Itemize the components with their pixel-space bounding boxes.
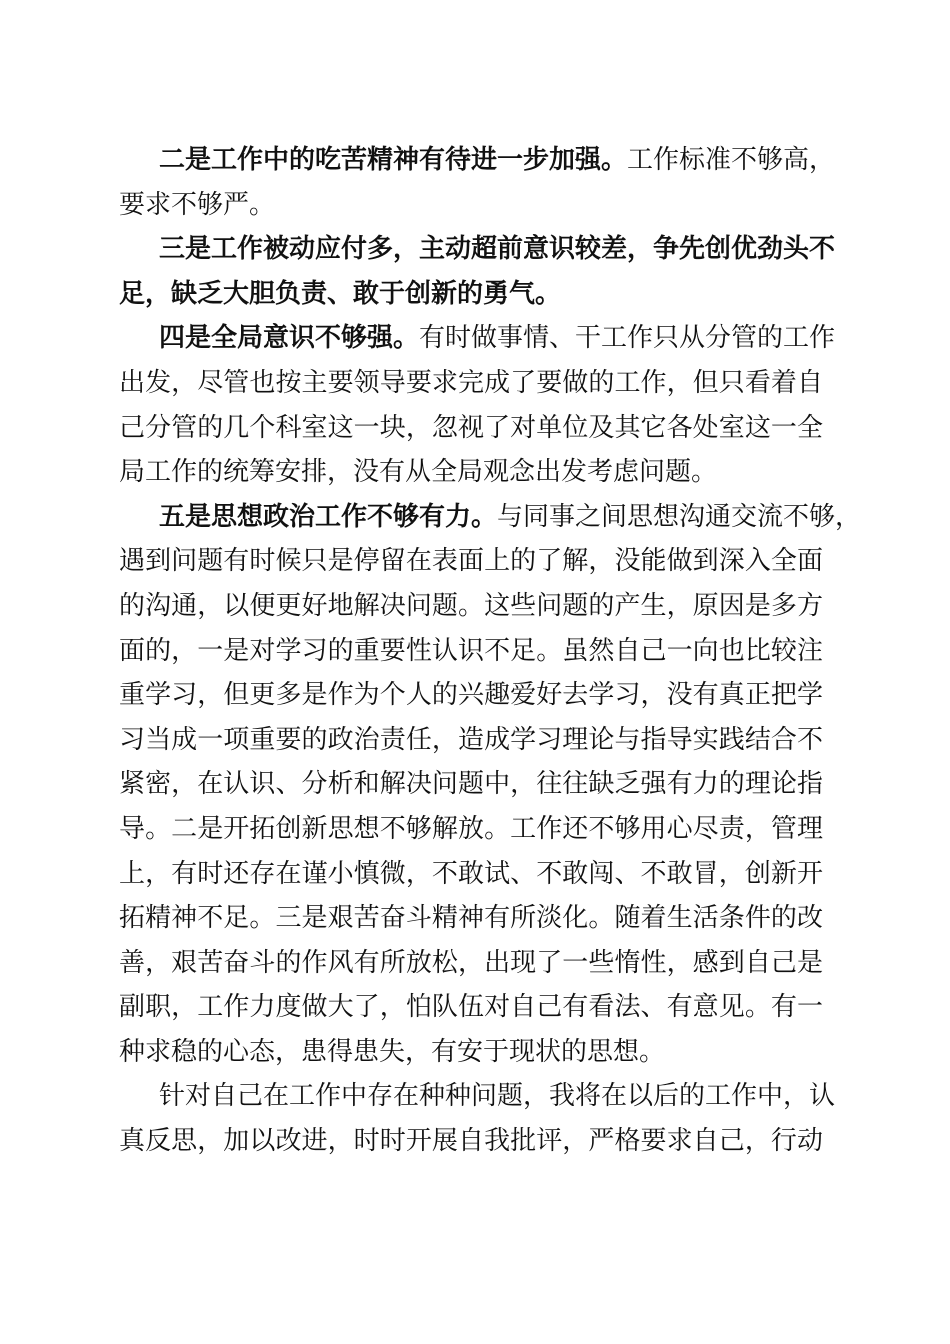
body-text: 紧密，在认识、分析和解决问题中，往往缺乏强有力的理论指: [119, 769, 823, 800]
text-line: [119, 584, 823, 629]
body-text: 种求稳的心态，患得患失，有安于现状的思想。: [119, 1036, 666, 1067]
body-text: 的沟通，以便更好地解决问题。这些问题的产生，原因是多方: [119, 590, 823, 621]
text-line: [119, 985, 823, 1030]
body-text: 有时做事情、干工作只从分管的工作: [419, 323, 836, 354]
text-line: [119, 896, 823, 941]
body-text: 善，艰苦奋斗的作风有所放松，出现了一些惰性，感到自己是: [119, 947, 823, 978]
body-text: 重学习，但更多是作为个人的兴趣爱好去学习，没有真正把学: [119, 680, 823, 711]
text-line: [119, 1030, 823, 1075]
bold-lead-text: 五是思想政治工作不够有力。: [159, 501, 498, 532]
body-text: 真反思，加以改进，时时开展自我批评，严格要求自己，行动: [119, 1126, 823, 1157]
text-line: [119, 183, 823, 228]
text-line: [119, 406, 823, 451]
text-line: [119, 807, 823, 852]
text-line: [119, 941, 823, 986]
text-line: [119, 138, 836, 183]
paragraph: [119, 138, 836, 227]
text-line: [119, 272, 823, 317]
paragraph: [119, 316, 836, 494]
text-line: [119, 361, 823, 406]
text-line: [119, 762, 823, 807]
body-text: 上，有时还存在谨小慎微，不敢试、不敢闯、不敢冒，创新开: [119, 858, 823, 889]
document-body: [119, 138, 862, 1164]
body-text: 面的，一是对学习的重要性认识不足。虽然自己一向也比较注: [119, 635, 823, 666]
text-line: [119, 539, 823, 584]
body-text: 针对自己在工作中存在种种问题，我将在以后的工作中，认: [159, 1081, 836, 1112]
body-text: 副职，工作力度做大了，怕队伍对自己有看法、有意见。有一: [119, 992, 823, 1023]
text-line: [119, 673, 823, 718]
body-text: 拓精神不足。三是艰苦奋斗精神有所淡化。随着生活条件的改: [119, 903, 823, 934]
bold-lead-text: 三是工作被动应付多，主动超前意识较差，争先创优劲头不: [159, 234, 836, 265]
body-text: 局工作的统筹安排，没有从全局观念出发考虑问题。: [119, 457, 718, 488]
paragraph: [119, 495, 862, 1075]
bold-lead-text: 足，缺乏大胆负责、敢于创新的勇气。: [119, 278, 562, 309]
text-line: [119, 629, 823, 674]
body-text: 己分管的几个科室这一块，忽视了对单位及其它各处室这一全: [119, 412, 823, 443]
paragraph: [119, 1074, 836, 1163]
text-line: [119, 227, 836, 272]
text-line: [119, 718, 823, 763]
text-line: [119, 495, 862, 540]
text-line: [119, 316, 836, 361]
body-text: 导。二是开拓创新思想不够解放。工作还不够用心尽责，管理: [119, 813, 823, 844]
body-text: 工作标准不够高，: [627, 145, 836, 175]
body-text: 与同事之间思想沟通交流不够，: [497, 501, 862, 532]
body-text: 要求不够严。: [119, 189, 276, 220]
paragraph: [119, 227, 836, 316]
text-line: [119, 1074, 836, 1119]
bold-lead-text: 四是全局意识不够强。: [159, 323, 420, 354]
text-line: [119, 450, 823, 495]
text-line: [119, 852, 823, 897]
body-text: 遇到问题有时候只是停留在表面上的了解，没能做到深入全面: [119, 546, 823, 577]
text-line: [119, 1119, 823, 1164]
body-text: 习当成一项重要的政治责任，造成学习理论与指导实践结合不: [119, 724, 823, 755]
bold-lead-text: 二是工作中的吃苦精神有待进一步加强。: [159, 145, 628, 175]
body-text: 出发，尽管也按主要领导要求完成了要做的工作，但只看着自: [119, 367, 823, 398]
